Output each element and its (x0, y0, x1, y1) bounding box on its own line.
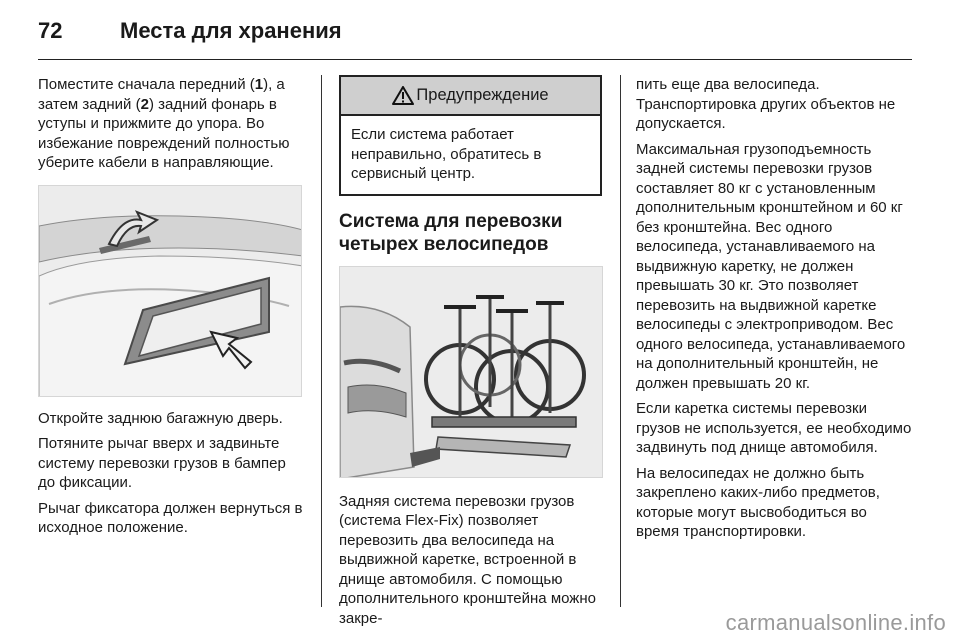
paragraph-load-capacity: Максимальная грузоподъемность задней системы перевозки грузов составляет 80 кг с установленным дополнительным кронштейном и 60 кг без кронштейна. Вес одного велосипеда, устанавливаемого на выдвижную каретку, не должен превышать 30 кг. Это позволяет перевозить на выдвижной каретке велосипеды с электроприводом. Вес одного велосипеда, устанавливаемого на дополнительный кронштейн, не должен превышать 20 кг. (636, 140, 906, 392)
bike-carrier-figure (339, 266, 603, 478)
warning-header (341, 77, 600, 116)
system-description: Задняя система перевозки грузов (система Flex-Fix) позволяет перевозить два велосипеда на выдвижной каретке, встроенной в днище автомобиля. С помощью дополнительного кронштейна можно закре- (339, 492, 596, 627)
warning-text: Если система работает неправильно, обратитесь в сервисный центр. (351, 126, 542, 182)
step-pull-lever: Потяните рычаг вверх и задвиньте систему перевозки грузов в бампер до фиксации. (38, 435, 286, 491)
column-divider (620, 75, 621, 607)
page-header (38, 14, 912, 58)
warning-title: Предупреждение (416, 85, 549, 104)
paragraph-continuation: пить еще два велосипеда. Транспортировка других объектов не допускается. (636, 76, 896, 132)
warning-box (339, 75, 602, 196)
step-lever-return: Рычаг фиксатора должен вернуться в исходное положение. (38, 499, 303, 536)
callout-1: 1 (254, 76, 264, 93)
bumper-carrier-figure (38, 185, 302, 397)
paragraph-retract: Если каретка системы перевозки грузов не используется, ее необходимо задвинуть под днище автомобиля. (636, 400, 912, 456)
paragraph-loose-objects: На велосипедах не должно быть закреплено каких-либо предметов, которые могут высвободиться во время транспортировки. (636, 464, 880, 540)
column-3 (636, 75, 912, 548)
watermark: carmanualsonline.info (725, 610, 946, 635)
page-number: 72 (38, 18, 63, 43)
warning-icon (392, 86, 414, 105)
column-divider (321, 75, 322, 607)
header-rule (38, 59, 912, 60)
intro-paragraph: Поместите сначала передний (1), а затем задний (2) задний фонарь в уступы и прижмите до упора. Во избежание повреждений полностью уберите кабели в направляющие. (38, 76, 290, 171)
callout-2: 2 (140, 95, 149, 113)
column-2 (339, 75, 602, 634)
section-heading: Система для перевозки четырех велосипедов (339, 210, 563, 255)
step-open-door: Откройте заднюю багажную дверь. (38, 409, 283, 427)
column-1 (38, 75, 306, 544)
chapter-title: Места для хранения (120, 18, 342, 43)
